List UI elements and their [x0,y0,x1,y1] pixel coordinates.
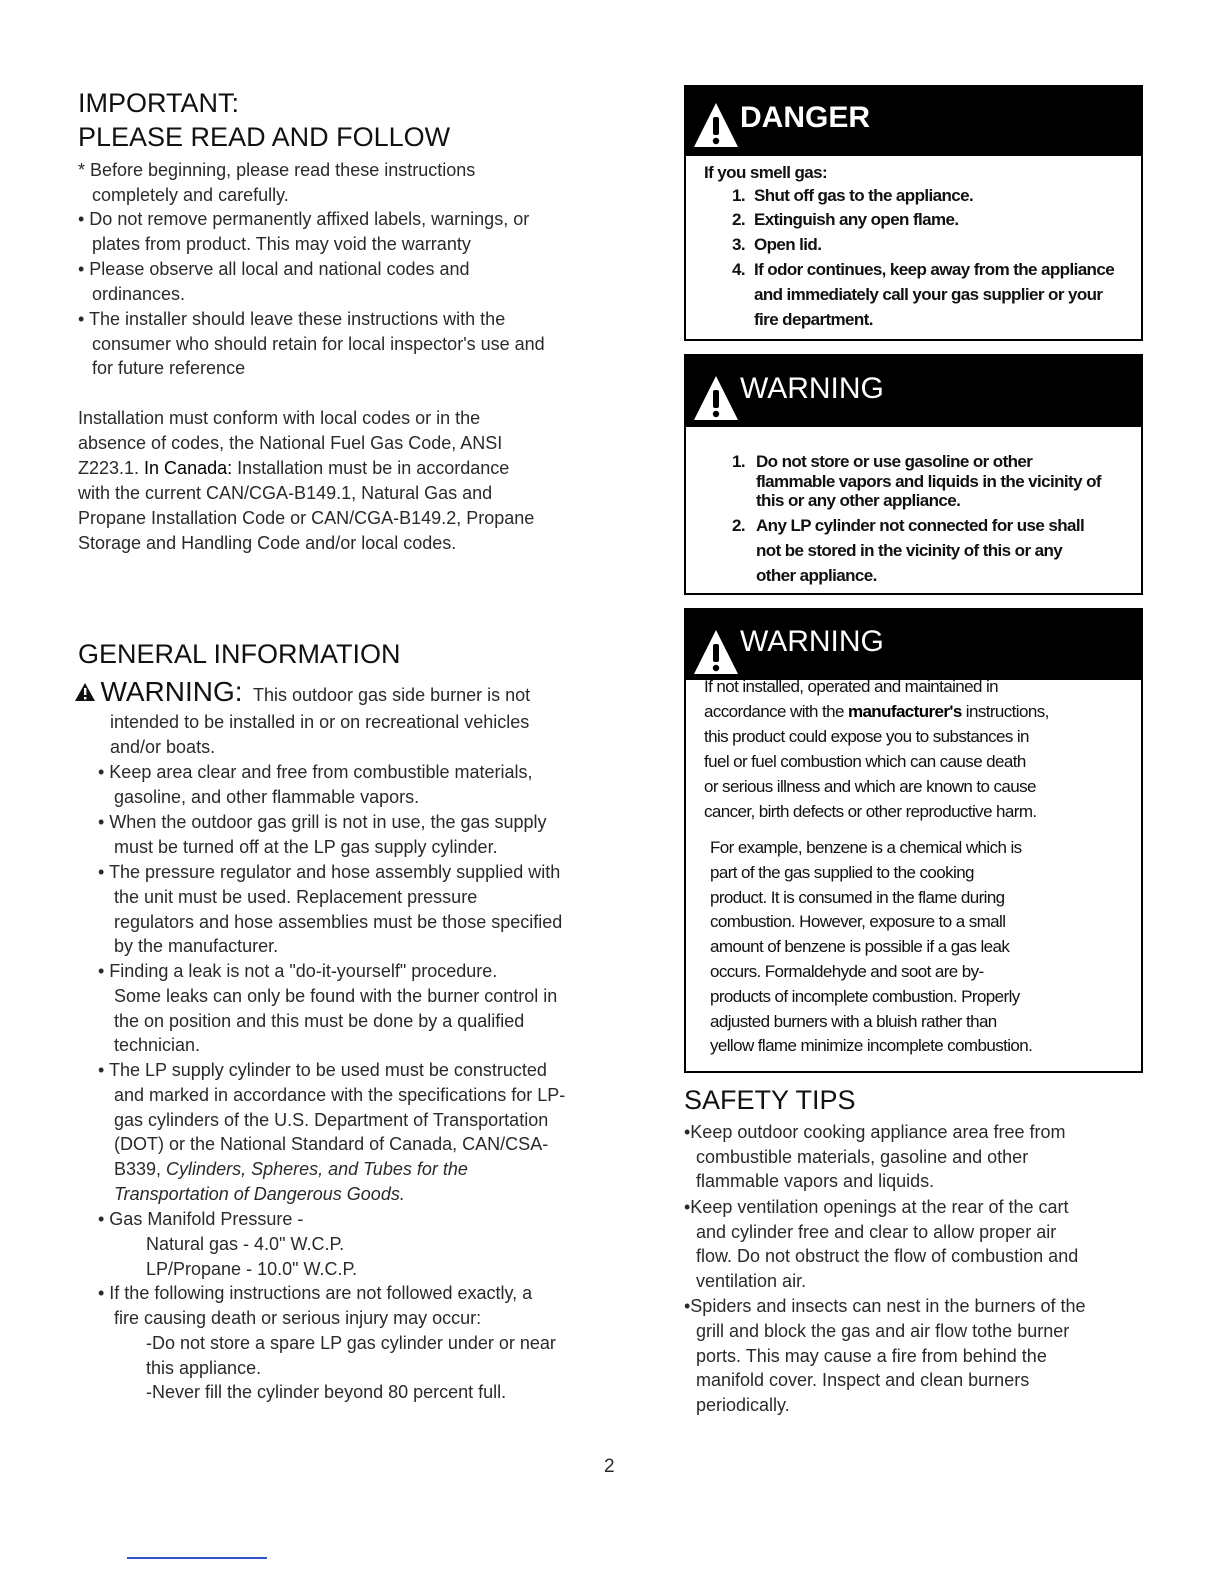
text-line: • The LP supply cylinder to be used must be constructed [98,1060,547,1080]
text-line: fire causing death or serious injury may occur: [114,1308,482,1328]
text-line: by the manufacturer. [114,936,279,957]
text-line: • Do not remove permanently affixed labels, warnings, or [78,209,530,229]
text-line: Installation must conform with local codes or in the [78,408,481,428]
warning-title-2: WARNING [740,625,884,658]
text-line: • When the outdoor gas grill is not in use, the gas supply [98,812,547,832]
text-line: this product could expose you to substances in [704,727,1029,746]
warning-item: this or any other appliance. [756,491,961,510]
text-line: and cylinder free and clear to allow proper air [696,1221,1057,1242]
text-line: gas cylinders of the U.S. Department of Transportation [114,1109,549,1130]
text-line: Propane Installation Code or CAN/CGA-B149.2, Propane [78,508,535,528]
danger-title: DANGER [740,101,871,134]
text-line: and/or boats. [110,737,216,757]
warning-label: WARNING: [100,676,243,707]
danger-intro: If you smell gas: [704,163,828,182]
text-line: Storage and Handling Code and/or local codes. [78,533,457,553]
warning-item: flammable vapors and liquids in the vicinity of [756,472,1101,491]
list-number: 4. [732,260,745,279]
warning-item: Any LP cylinder not connected for use shall [756,516,1085,535]
text-line: •Keep outdoor cooking appliance area free from [684,1122,1066,1142]
danger-item: Shut off gas to the appliance. [754,186,974,205]
text-line: fuel or fuel combustion which can cause death [704,752,1026,771]
text-line: consumer who should retain for local inspector's use and [92,333,545,354]
text-line: • The installer should leave these instructions with the [78,309,506,329]
text-line: • Gas Manifold Pressure - [98,1209,304,1229]
text-line: •Keep ventilation openings at the rear of the cart [684,1197,1069,1217]
warning-header-1 [686,356,1141,427]
text-line: adjusted burners with a bluish rather than [710,1011,997,1031]
danger-item: Open lid. [754,235,822,254]
text-line: Natural gas - 4.0" W.C.P. [146,1234,345,1254]
list-number: 3. [732,235,745,254]
text-line: • Keep area clear and free from combustible materials, [98,762,533,782]
important-subtitle: PLEASE READ AND FOLLOW [78,122,451,152]
text-line: amount of benzene is possible if a gas leak [710,937,1010,957]
text-line: technician. [114,1035,201,1056]
text-line: for future reference [92,358,246,379]
text-line: yellow flame minimize incomplete combustion. [710,1036,1033,1056]
list-number: 1. [732,186,745,205]
text-line: • Finding a leak is not a "do-it-yourself" procedure. [98,961,498,981]
text-line: intended to be installed in or on recreational vehicles [110,712,530,732]
warning-triangle-icon [692,101,740,149]
text-line: • Please observe all local and national codes and [78,259,470,279]
text-line: this appliance. [146,1358,262,1378]
list-number: 2. [732,516,745,535]
text-line: combustible materials, gasoline and other [696,1146,1029,1167]
page-number: 2 [604,1456,615,1477]
warning-item: Do not store or use gasoline or other [756,452,1033,471]
danger-item: and immediately call your gas supplier or your [754,285,1103,304]
text-line: flammable vapors and liquids. [696,1171,935,1192]
danger-item: Extinguish any open flame. [754,210,959,229]
text-line: accordance with the manufacturer's instructions, [704,702,1049,721]
footer-rule [127,1557,267,1559]
text-line: combustion. However, exposure to a small [710,912,1006,932]
warning-text: This outdoor gas side burner is not [252,685,531,705]
warning-item: not be stored in the vicinity of this or any [756,541,1063,560]
text-line: • The pressure regulator and hose assembly supplied with [98,862,561,882]
text-line: periodically. [696,1395,790,1416]
text-line: or serious illness and which are known to cause [704,777,1036,796]
important-title: IMPORTANT: [78,88,240,118]
warning-triangle-icon [692,374,740,422]
text-line: LP/Propane - 10.0" W.C.P. [146,1259,358,1279]
text-line: completely and carefully. [92,184,289,205]
text-line: cancer, birth defects or other reproductive harm. [704,802,1037,821]
text-line: with the current CAN/CGA-B149.1, Natural Gas and [78,483,493,503]
danger-item: If odor continues, keep away from the appliance [754,260,1115,279]
text-line: product. It is consumed in the flame during [710,887,1005,907]
text-line: regulators and hose assemblies must be those specified [114,911,563,932]
danger-header [686,87,1141,156]
general-information-title: GENERAL INFORMATION [78,639,401,669]
text-line: ports. This may cause a fire from behind the [696,1345,1047,1366]
text-line: must be turned off at the LP gas supply cylinder. [114,837,498,857]
text-line: -Never fill the cylinder beyond 80 percent full. [146,1382,507,1402]
text-line: gasoline, and other flammable vapors. [114,787,420,807]
text-line: * Before beginning, please read these instructions [78,160,476,180]
text-line: manifold cover. Inspect and clean burners [696,1370,1030,1391]
text-line: B339, Cylinders, Spheres, and Tubes for the [114,1159,468,1180]
list-number: 1. [732,452,745,471]
text-line: plates from product. This may void the warranty [92,233,471,254]
text-line: the unit must be used. Replacement pressure [114,886,478,907]
text-line: occurs. Formaldehyde and soot are by- [710,962,984,981]
safety-tips-title: SAFETY TIPS [684,1085,856,1115]
text-line: ventilation air. [696,1271,807,1292]
warning-header-2 [686,610,1141,680]
text-line: (DOT) or the National Standard of Canada, CAN/CSA- [114,1134,549,1155]
text-line: Transportation of Dangerous Goods. [114,1184,405,1204]
text-line: For example, benzene is a chemical which is [710,838,1022,857]
warning-triangle-icon [74,682,96,702]
text-line: products of incomplete combustion. Properly [710,986,1020,1006]
text-line: Some leaks can only be found with the burner control in [114,985,558,1006]
text-line: ordinances. [92,283,186,304]
text-line: and marked in accordance with the specifications for LP- [114,1084,566,1105]
general-warning [74,676,530,708]
text-line: the on position and this must be done by a qualified [114,1010,525,1031]
text-line: -Do not store a spare LP gas cylinder under or near [146,1333,556,1353]
warning-triangle-icon [692,628,740,676]
warning-item: other appliance. [756,566,877,585]
list-number: 2. [732,210,745,229]
text-line: • If the following instructions are not followed exactly, a [98,1283,533,1303]
text-line: •Spiders and insects can nest in the burners of the [684,1296,1086,1316]
text-line: absence of codes, the National Fuel Gas Code, ANSI [78,433,503,453]
text-line: part of the gas supplied to the cooking [710,862,974,882]
text-line: flow. Do not obstruct the flow of combustion and [696,1246,1079,1267]
warning-title-1: WARNING [740,372,884,405]
text-line: Z223.1. In Canada: Installation must be in accordance [78,458,510,478]
text-line: If not installed, operated and maintained in [704,677,998,696]
text-line: grill and block the gas and air flow tothe burner [696,1320,1070,1341]
danger-item: fire department. [754,310,873,329]
